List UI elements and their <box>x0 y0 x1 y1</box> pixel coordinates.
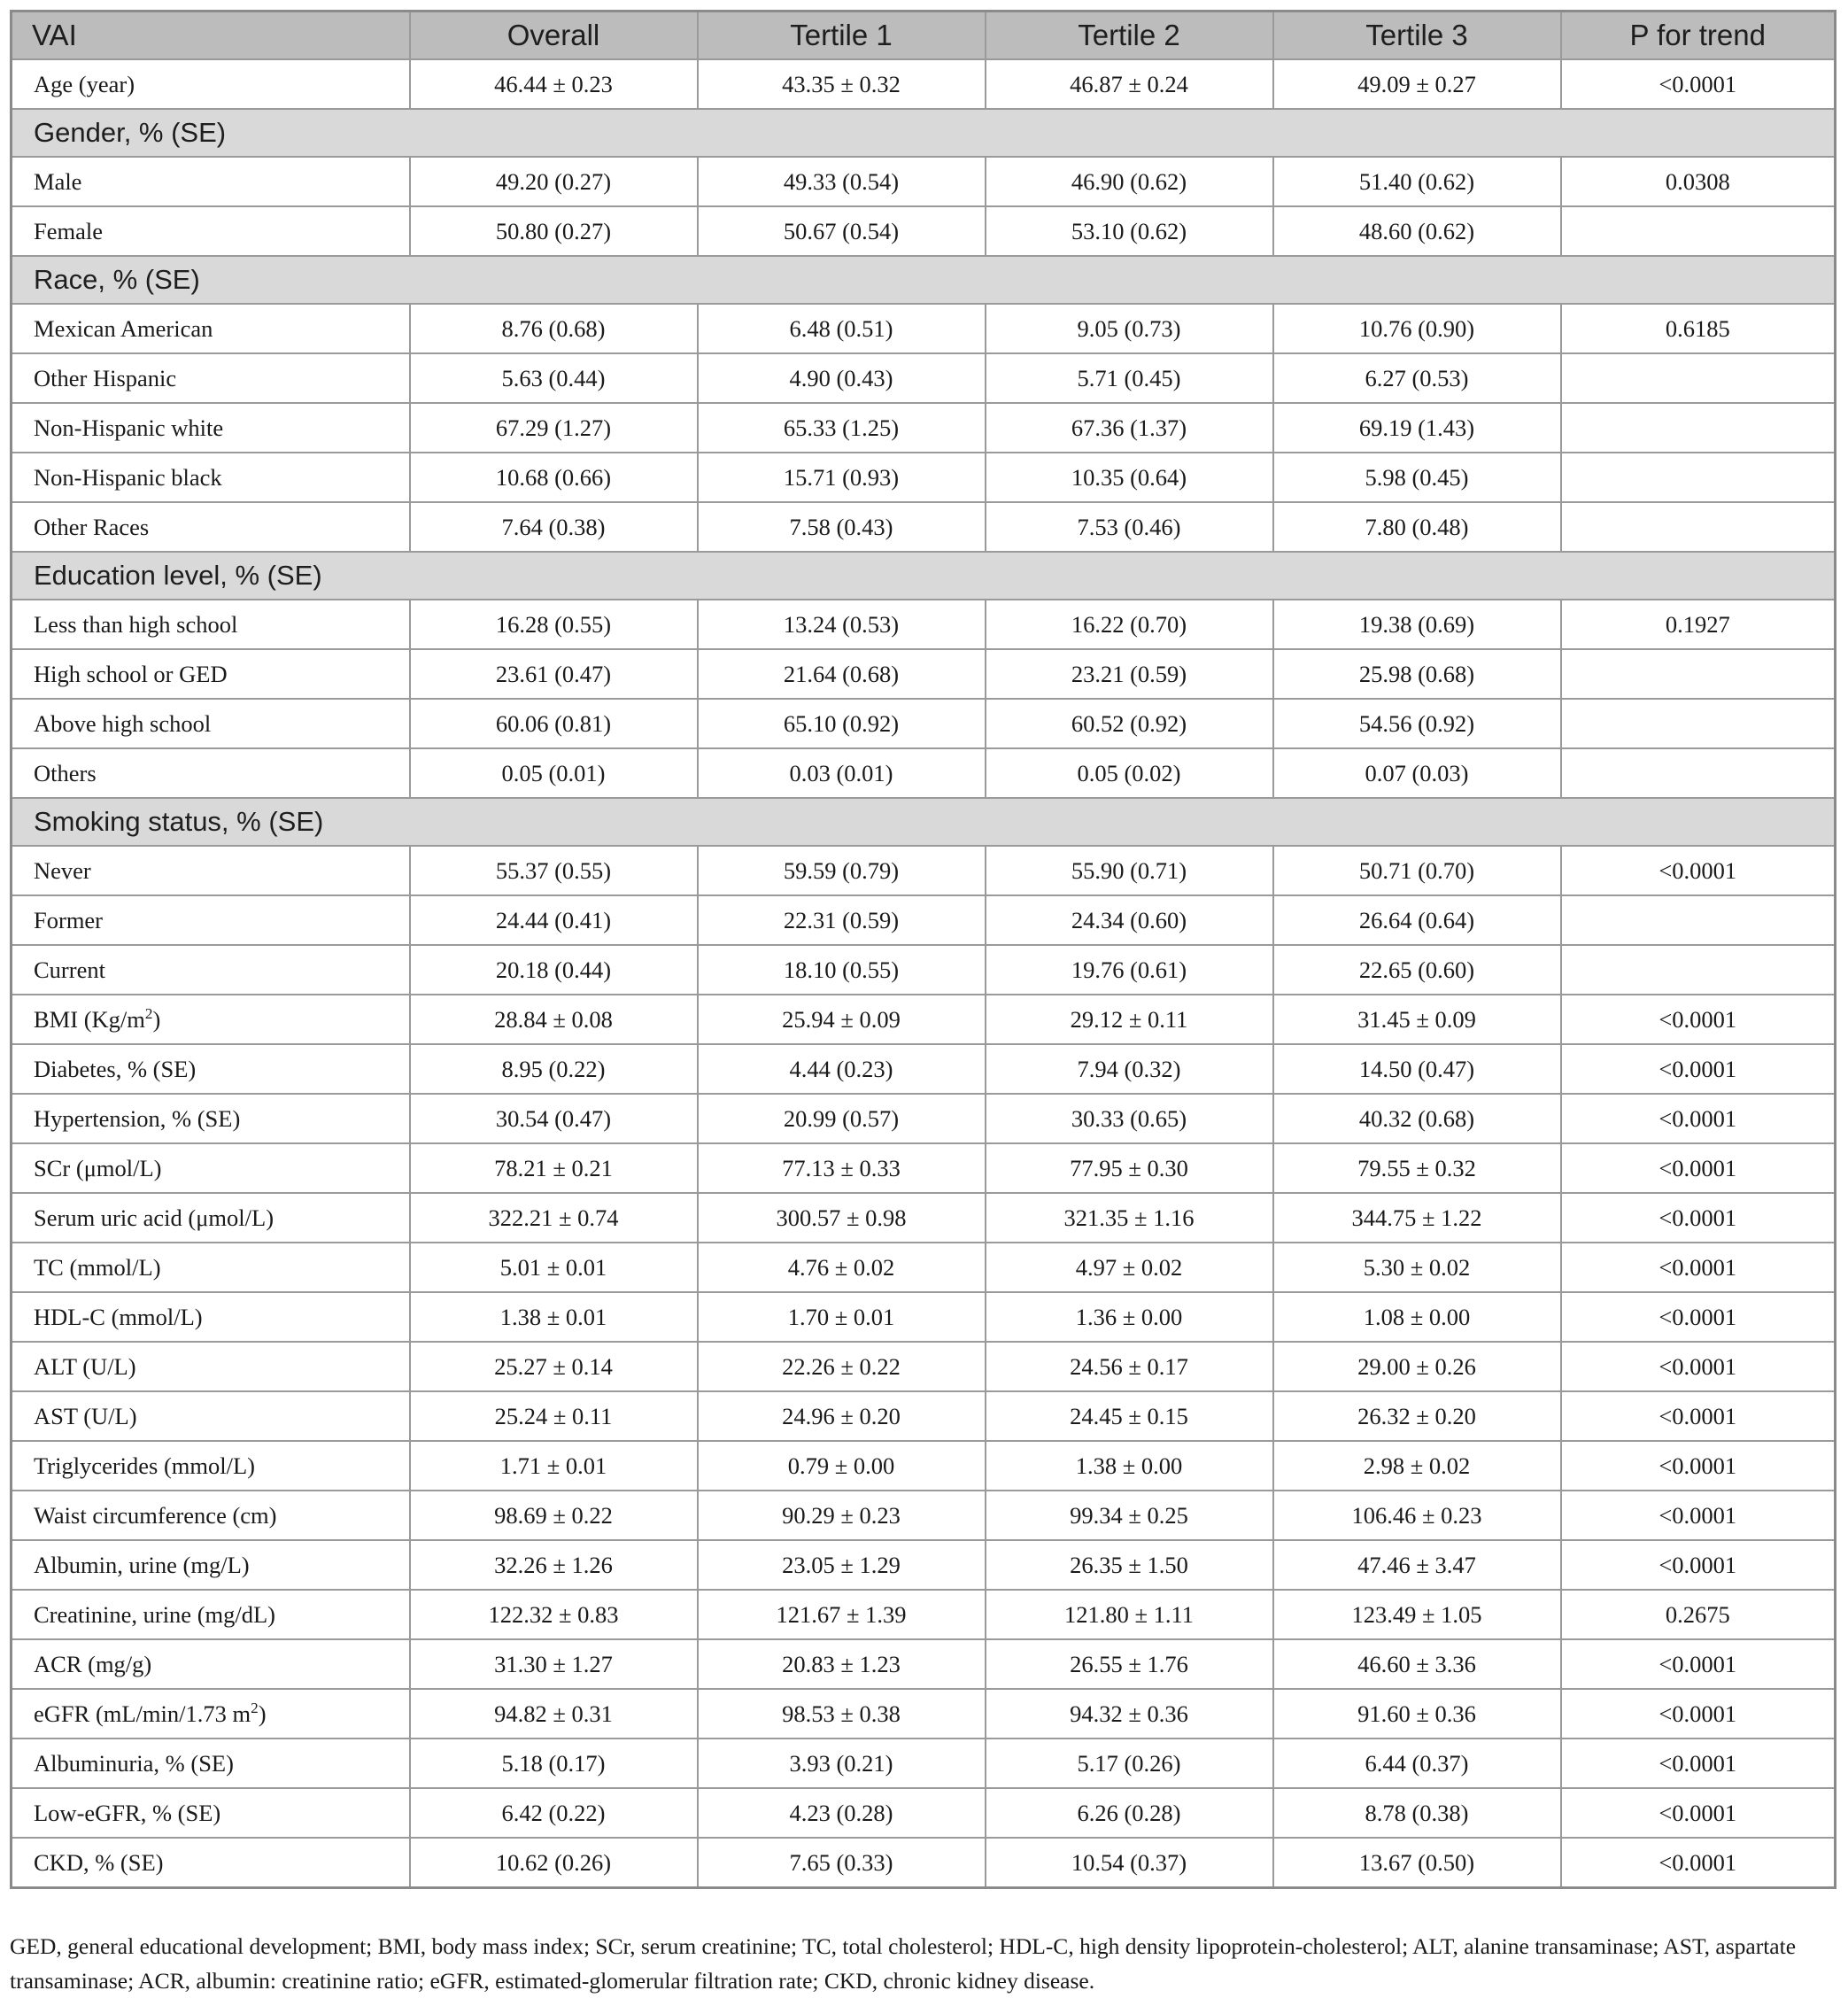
header-cell-overall: Overall <box>410 12 698 60</box>
table-cell: <0.0001 <box>1561 1193 1836 1243</box>
table-cell: 46.60 ± 3.36 <box>1273 1639 1561 1689</box>
table-cell: 10.62 (0.26) <box>410 1838 698 1888</box>
table-cell: 55.90 (0.71) <box>986 846 1273 895</box>
table-cell: 2.98 ± 0.02 <box>1273 1441 1561 1491</box>
row-label <box>12 649 410 699</box>
table-row <box>12 1540 1836 1590</box>
row-label <box>12 945 410 995</box>
table-cell: 8.95 (0.22) <box>410 1044 698 1094</box>
row-label <box>12 304 410 353</box>
table-cell: <0.0001 <box>1561 1044 1836 1094</box>
table-cell: 0.05 (0.01) <box>410 748 698 798</box>
table-cell: 50.80 (0.27) <box>410 206 698 256</box>
row-label-suffix: ) <box>258 1700 267 1727</box>
table-row <box>12 1788 1836 1838</box>
table-cell: 8.78 (0.38) <box>1273 1788 1561 1838</box>
row-label-text: Waist circumference (cm) <box>34 1501 277 1529</box>
table-row <box>12 157 1836 206</box>
table-row <box>12 1689 1836 1739</box>
table-cell: 10.68 (0.66) <box>410 453 698 502</box>
row-label-text: Male <box>34 167 82 195</box>
row-label-text: Serum uric acid (μmol/L) <box>34 1204 274 1231</box>
row-label-text: BMI (Kg/m <box>34 1005 145 1033</box>
table-cell: 30.33 (0.65) <box>986 1094 1273 1143</box>
table-footnote: GED, general educational development; BMI, body mass index; SCr, serum creatinine; TC, total cholesterol; HDL-C, high density lipoprotein-cholesterol; ALT, alanine transaminase; AST, aspartate transaminase; ACR, albumin: creatinine ratio; eGFR, estimated-glomerular filtration rate; CKD, chronic kidney disease. <box>10 1933 1797 1994</box>
table-cell: 1.71 ± 0.01 <box>410 1441 698 1491</box>
table-cell: 344.75 ± 1.22 <box>1273 1193 1561 1243</box>
row-label <box>12 502 410 552</box>
table-cell: 7.80 (0.48) <box>1273 502 1561 552</box>
row-label-text: Albuminuria, % (SE) <box>34 1749 234 1777</box>
table-cell: 65.33 (1.25) <box>698 403 986 453</box>
table-cell: 6.44 (0.37) <box>1273 1739 1561 1788</box>
table-cell: 32.26 ± 1.26 <box>410 1540 698 1590</box>
row-label <box>12 206 410 256</box>
table-cell: 46.90 (0.62) <box>986 157 1273 206</box>
row-label <box>12 600 410 649</box>
row-label <box>12 1491 410 1540</box>
table-row <box>12 846 1836 895</box>
table-cell: 26.35 ± 1.50 <box>986 1540 1273 1590</box>
row-label <box>12 1342 410 1391</box>
table-cell: 65.10 (0.92) <box>698 699 986 748</box>
table-cell: 7.53 (0.46) <box>986 502 1273 552</box>
table-cell: 16.22 (0.70) <box>986 600 1273 649</box>
table-cell: 10.35 (0.64) <box>986 453 1273 502</box>
table-row <box>12 649 1836 699</box>
row-label <box>12 59 410 109</box>
table-cell: 19.38 (0.69) <box>1273 600 1561 649</box>
table-cell: <0.0001 <box>1561 846 1836 895</box>
row-label-text: Less than high school <box>34 610 238 638</box>
table-cell: 55.37 (0.55) <box>410 846 698 895</box>
table-cell: 77.13 ± 0.33 <box>698 1143 986 1193</box>
table-cell: 1.38 ± 0.01 <box>410 1292 698 1342</box>
table-row <box>12 1044 1836 1094</box>
table-row <box>12 945 1836 995</box>
table-cell: 25.94 ± 0.09 <box>698 995 986 1044</box>
row-label-text: Above high school <box>34 709 212 737</box>
table-cell: 20.83 ± 1.23 <box>698 1639 986 1689</box>
table-cell: 28.84 ± 0.08 <box>410 995 698 1044</box>
row-label-text: Other Hispanic <box>34 364 177 391</box>
table-cell: <0.0001 <box>1561 1391 1836 1441</box>
table-cell <box>1561 502 1836 552</box>
table-cell: <0.0001 <box>1561 1143 1836 1193</box>
table-cell: 53.10 (0.62) <box>986 206 1273 256</box>
row-label <box>12 353 410 403</box>
row-label-text: Albumin, urine (mg/L) <box>34 1551 250 1578</box>
row-label-text: Non-Hispanic white <box>34 414 224 441</box>
table-row <box>12 1441 1836 1491</box>
table-cell: 0.0308 <box>1561 157 1836 206</box>
row-label-text: AST (U/L) <box>34 1402 137 1429</box>
table-cell: 21.64 (0.68) <box>698 649 986 699</box>
table-cell: 90.29 ± 0.23 <box>698 1491 986 1540</box>
table-cell: 40.32 (0.68) <box>1273 1094 1561 1143</box>
table-cell: <0.0001 <box>1561 1639 1836 1689</box>
table-cell: <0.0001 <box>1561 1739 1836 1788</box>
table-cell: 4.90 (0.43) <box>698 353 986 403</box>
row-label-text: TC (mmol/L) <box>34 1253 161 1281</box>
table-cell: 94.82 ± 0.31 <box>410 1689 698 1739</box>
table-cell: 49.09 ± 0.27 <box>1273 59 1561 109</box>
row-label <box>12 1639 410 1689</box>
table-header <box>12 12 1836 60</box>
table-cell: 26.55 ± 1.76 <box>986 1639 1273 1689</box>
header-row <box>12 12 1836 60</box>
row-label-text: Non-Hispanic black <box>34 463 222 491</box>
table-row <box>12 353 1836 403</box>
header-cell-tertile-1: Tertile 1 <box>698 12 986 60</box>
section-label: Smoking status, % (SE) <box>12 798 1836 846</box>
table-cell: <0.0001 <box>1561 1342 1836 1391</box>
row-label-text: SCr (μmol/L) <box>34 1154 162 1181</box>
row-label <box>12 1788 410 1838</box>
table-cell: 5.17 (0.26) <box>986 1739 1273 1788</box>
table-cell: 99.34 ± 0.25 <box>986 1491 1273 1540</box>
row-label <box>12 995 410 1044</box>
table-row <box>12 1193 1836 1243</box>
row-label-text: Triglycerides (mmol/L) <box>34 1452 256 1479</box>
table-cell: 30.54 (0.47) <box>410 1094 698 1143</box>
table-cell: 0.03 (0.01) <box>698 748 986 798</box>
row-label-text: Diabetes, % (SE) <box>34 1055 197 1082</box>
table-cell: <0.0001 <box>1561 1441 1836 1491</box>
table-row <box>12 600 1836 649</box>
table-cell: 1.70 ± 0.01 <box>698 1292 986 1342</box>
table-cell: 46.44 ± 0.23 <box>410 59 698 109</box>
section-label: Gender, % (SE) <box>12 109 1836 157</box>
table-cell: 13.24 (0.53) <box>698 600 986 649</box>
table-cell <box>1561 748 1836 798</box>
table-cell: 51.40 (0.62) <box>1273 157 1561 206</box>
table-cell: 6.27 (0.53) <box>1273 353 1561 403</box>
table-cell: 7.64 (0.38) <box>410 502 698 552</box>
table-cell: 3.93 (0.21) <box>698 1739 986 1788</box>
table-cell: 14.50 (0.47) <box>1273 1044 1561 1094</box>
row-label-text: Mexican American <box>34 314 213 342</box>
table-cell: 5.71 (0.45) <box>986 353 1273 403</box>
table-cell: 24.45 ± 0.15 <box>986 1391 1273 1441</box>
table-cell: 5.98 (0.45) <box>1273 453 1561 502</box>
row-label <box>12 1441 410 1491</box>
row-label <box>12 1838 410 1888</box>
row-label-text: Never <box>34 856 91 884</box>
row-label <box>12 1094 410 1143</box>
section-label: Race, % (SE) <box>12 256 1836 304</box>
table-cell <box>1561 895 1836 945</box>
table-cell: <0.0001 <box>1561 1292 1836 1342</box>
table-cell: 6.42 (0.22) <box>410 1788 698 1838</box>
table-cell: 0.2675 <box>1561 1590 1836 1639</box>
table-cell: 10.54 (0.37) <box>986 1838 1273 1888</box>
table-cell: 16.28 (0.55) <box>410 600 698 649</box>
table-row <box>12 1243 1836 1292</box>
table-cell <box>1561 649 1836 699</box>
table-row <box>12 1590 1836 1639</box>
row-label <box>12 699 410 748</box>
table-cell: 26.32 ± 0.20 <box>1273 1391 1561 1441</box>
row-label <box>12 1391 410 1441</box>
table-row <box>12 304 1836 353</box>
table-cell: 50.71 (0.70) <box>1273 846 1561 895</box>
table-cell: 67.29 (1.27) <box>410 403 698 453</box>
table-cell: 8.76 (0.68) <box>410 304 698 353</box>
table-cell: 59.59 (0.79) <box>698 846 986 895</box>
table-cell: 25.27 ± 0.14 <box>410 1342 698 1391</box>
row-label <box>12 1292 410 1342</box>
table-cell: 6.48 (0.51) <box>698 304 986 353</box>
table-cell: 1.36 ± 0.00 <box>986 1292 1273 1342</box>
table-cell: 78.21 ± 0.21 <box>410 1143 698 1193</box>
table-row <box>12 502 1836 552</box>
section-row <box>12 256 1836 304</box>
table-cell: 98.53 ± 0.38 <box>698 1689 986 1739</box>
row-label <box>12 748 410 798</box>
table-cell: 1.38 ± 0.00 <box>986 1441 1273 1491</box>
row-label-text: CKD, % (SE) <box>34 1848 164 1876</box>
table-cell: 25.98 (0.68) <box>1273 649 1561 699</box>
table-row <box>12 453 1836 502</box>
table-row <box>12 206 1836 256</box>
table-cell: 79.55 ± 0.32 <box>1273 1143 1561 1193</box>
table-row <box>12 748 1836 798</box>
table-cell: <0.0001 <box>1561 1491 1836 1540</box>
table-cell: <0.0001 <box>1561 995 1836 1044</box>
row-label-superscript: 2 <box>144 1004 153 1022</box>
table-cell: 20.18 (0.44) <box>410 945 698 995</box>
table-cell: 106.46 ± 0.23 <box>1273 1491 1561 1540</box>
header-cell-tertile-2: Tertile 2 <box>986 12 1273 60</box>
table-cell: 24.44 (0.41) <box>410 895 698 945</box>
table-cell: <0.0001 <box>1561 1094 1836 1143</box>
table-cell: 24.56 ± 0.17 <box>986 1342 1273 1391</box>
table-cell: 31.45 ± 0.09 <box>1273 995 1561 1044</box>
row-label-text: HDL-C (mmol/L) <box>34 1303 203 1330</box>
table-cell: 123.49 ± 1.05 <box>1273 1590 1561 1639</box>
table-row <box>12 699 1836 748</box>
row-label-text: Low-eGFR, % (SE) <box>34 1799 221 1826</box>
row-label <box>12 895 410 945</box>
table-cell: 25.24 ± 0.11 <box>410 1391 698 1441</box>
row-label-text: Other Races <box>34 513 150 540</box>
table-cell: 7.58 (0.43) <box>698 502 986 552</box>
row-label <box>12 1689 410 1739</box>
table-row <box>12 895 1836 945</box>
table-cell: 4.23 (0.28) <box>698 1788 986 1838</box>
table-cell: <0.0001 <box>1561 1540 1836 1590</box>
table-body <box>12 59 1836 1888</box>
table-cell <box>1561 699 1836 748</box>
row-label-text: Creatinine, urine (mg/dL) <box>34 1600 276 1628</box>
table-cell: 26.64 (0.64) <box>1273 895 1561 945</box>
table-row <box>12 403 1836 453</box>
table-cell: 20.99 (0.57) <box>698 1094 986 1143</box>
table-row <box>12 1391 1836 1441</box>
table-cell: 60.52 (0.92) <box>986 699 1273 748</box>
table-cell: 31.30 ± 1.27 <box>410 1639 698 1689</box>
row-label-suffix: ) <box>152 1005 161 1033</box>
table-cell <box>1561 453 1836 502</box>
table-cell <box>1561 403 1836 453</box>
table-cell: 7.65 (0.33) <box>698 1838 986 1888</box>
header-cell-p-for-trend: P for trend <box>1561 12 1836 60</box>
table-cell: 77.95 ± 0.30 <box>986 1143 1273 1193</box>
table-cell: 13.67 (0.50) <box>1273 1838 1561 1888</box>
table-cell: 19.76 (0.61) <box>986 945 1273 995</box>
table-cell: 60.06 (0.81) <box>410 699 698 748</box>
table-cell: 9.05 (0.73) <box>986 304 1273 353</box>
table-cell: 121.67 ± 1.39 <box>698 1590 986 1639</box>
table-cell: 4.76 ± 0.02 <box>698 1243 986 1292</box>
table-cell: 23.05 ± 1.29 <box>698 1540 986 1590</box>
section-row <box>12 109 1836 157</box>
table-cell: 4.44 (0.23) <box>698 1044 986 1094</box>
table-cell: 1.08 ± 0.00 <box>1273 1292 1561 1342</box>
table-cell <box>1561 945 1836 995</box>
row-label-text: High school or GED <box>34 660 228 687</box>
table-cell: 10.76 (0.90) <box>1273 304 1561 353</box>
table-cell: 22.31 (0.59) <box>698 895 986 945</box>
table-cell: 0.05 (0.02) <box>986 748 1273 798</box>
baseline-characteristics-table <box>10 10 1836 1889</box>
row-label <box>12 1590 410 1639</box>
row-label <box>12 453 410 502</box>
table-cell: 0.6185 <box>1561 304 1836 353</box>
table-row <box>12 1292 1836 1342</box>
table-cell: 47.46 ± 3.47 <box>1273 1540 1561 1590</box>
table-row <box>12 1143 1836 1193</box>
row-label-text: Age (year) <box>34 70 135 97</box>
header-cell-vai: VAI <box>12 12 410 60</box>
section-row <box>12 552 1836 600</box>
table-cell: 54.56 (0.92) <box>1273 699 1561 748</box>
table-cell: 322.21 ± 0.74 <box>410 1193 698 1243</box>
table-container <box>10 10 1834 1889</box>
row-label-text: Current <box>34 956 105 983</box>
table-cell: 48.60 (0.62) <box>1273 206 1561 256</box>
table-row <box>12 1491 1836 1540</box>
row-label-text: ACR (mg/g) <box>34 1650 152 1677</box>
table-cell: 5.01 ± 0.01 <box>410 1243 698 1292</box>
table-cell: 321.35 ± 1.16 <box>986 1193 1273 1243</box>
table-cell: <0.0001 <box>1561 1838 1836 1888</box>
table-cell: 94.32 ± 0.36 <box>986 1689 1273 1739</box>
table-cell: 0.07 (0.03) <box>1273 748 1561 798</box>
section-label: Education level, % (SE) <box>12 552 1836 600</box>
table-cell: 24.34 (0.60) <box>986 895 1273 945</box>
table-cell: <0.0001 <box>1561 1689 1836 1739</box>
table-cell: 43.35 ± 0.32 <box>698 59 986 109</box>
table-cell: 29.00 ± 0.26 <box>1273 1342 1561 1391</box>
table-cell: 5.30 ± 0.02 <box>1273 1243 1561 1292</box>
table-cell: <0.0001 <box>1561 59 1836 109</box>
table-cell <box>1561 353 1836 403</box>
table-cell: 5.63 (0.44) <box>410 353 698 403</box>
table-cell: 29.12 ± 0.11 <box>986 995 1273 1044</box>
table-cell: 22.26 ± 0.22 <box>698 1342 986 1391</box>
table-cell: <0.0001 <box>1561 1243 1836 1292</box>
table-cell: 6.26 (0.28) <box>986 1788 1273 1838</box>
row-label <box>12 1193 410 1243</box>
table-cell: 122.32 ± 0.83 <box>410 1590 698 1639</box>
table-row <box>12 59 1836 109</box>
table-cell: 5.18 (0.17) <box>410 1739 698 1788</box>
table-cell: 91.60 ± 0.36 <box>1273 1689 1561 1739</box>
row-label-text: Others <box>34 759 97 786</box>
table-row <box>12 1342 1836 1391</box>
table-cell: 18.10 (0.55) <box>698 945 986 995</box>
table-cell: 15.71 (0.93) <box>698 453 986 502</box>
table-cell: 22.65 (0.60) <box>1273 945 1561 995</box>
table-cell: <0.0001 <box>1561 1788 1836 1838</box>
table-cell <box>1561 206 1836 256</box>
header-cell-tertile-3: Tertile 3 <box>1273 12 1561 60</box>
table-cell: 23.21 (0.59) <box>986 649 1273 699</box>
row-label-text: Former <box>34 906 104 933</box>
table-row <box>12 1094 1836 1143</box>
table-cell: 300.57 ± 0.98 <box>698 1193 986 1243</box>
row-label <box>12 1540 410 1590</box>
table-cell: 121.80 ± 1.11 <box>986 1590 1273 1639</box>
table-row <box>12 1739 1836 1788</box>
table-cell: 24.96 ± 0.20 <box>698 1391 986 1441</box>
row-label-text: Hypertension, % (SE) <box>34 1104 241 1132</box>
table-cell: 49.20 (0.27) <box>410 157 698 206</box>
table-row <box>12 995 1836 1044</box>
row-label-text: eGFR (mL/min/1.73 m <box>34 1700 251 1727</box>
row-label <box>12 157 410 206</box>
row-label-superscript: 2 <box>251 1699 259 1716</box>
row-label <box>12 403 410 453</box>
row-label-text: ALT (U/L) <box>34 1352 136 1380</box>
table-row <box>12 1639 1836 1689</box>
table-cell: 49.33 (0.54) <box>698 157 986 206</box>
table-cell: 50.67 (0.54) <box>698 206 986 256</box>
table-cell: 0.1927 <box>1561 600 1836 649</box>
section-row <box>12 798 1836 846</box>
table-cell: 98.69 ± 0.22 <box>410 1491 698 1540</box>
row-label <box>12 1044 410 1094</box>
table-cell: 23.61 (0.47) <box>410 649 698 699</box>
row-label <box>12 1243 410 1292</box>
table-cell: 67.36 (1.37) <box>986 403 1273 453</box>
table-cell: 4.97 ± 0.02 <box>986 1243 1273 1292</box>
row-label <box>12 1143 410 1193</box>
table-row <box>12 1838 1836 1888</box>
table-cell: 69.19 (1.43) <box>1273 403 1561 453</box>
table-cell: 7.94 (0.32) <box>986 1044 1273 1094</box>
row-label <box>12 1739 410 1788</box>
row-label-text: Female <box>34 217 103 244</box>
row-label <box>12 846 410 895</box>
table-cell: 0.79 ± 0.00 <box>698 1441 986 1491</box>
table-cell: 46.87 ± 0.24 <box>986 59 1273 109</box>
